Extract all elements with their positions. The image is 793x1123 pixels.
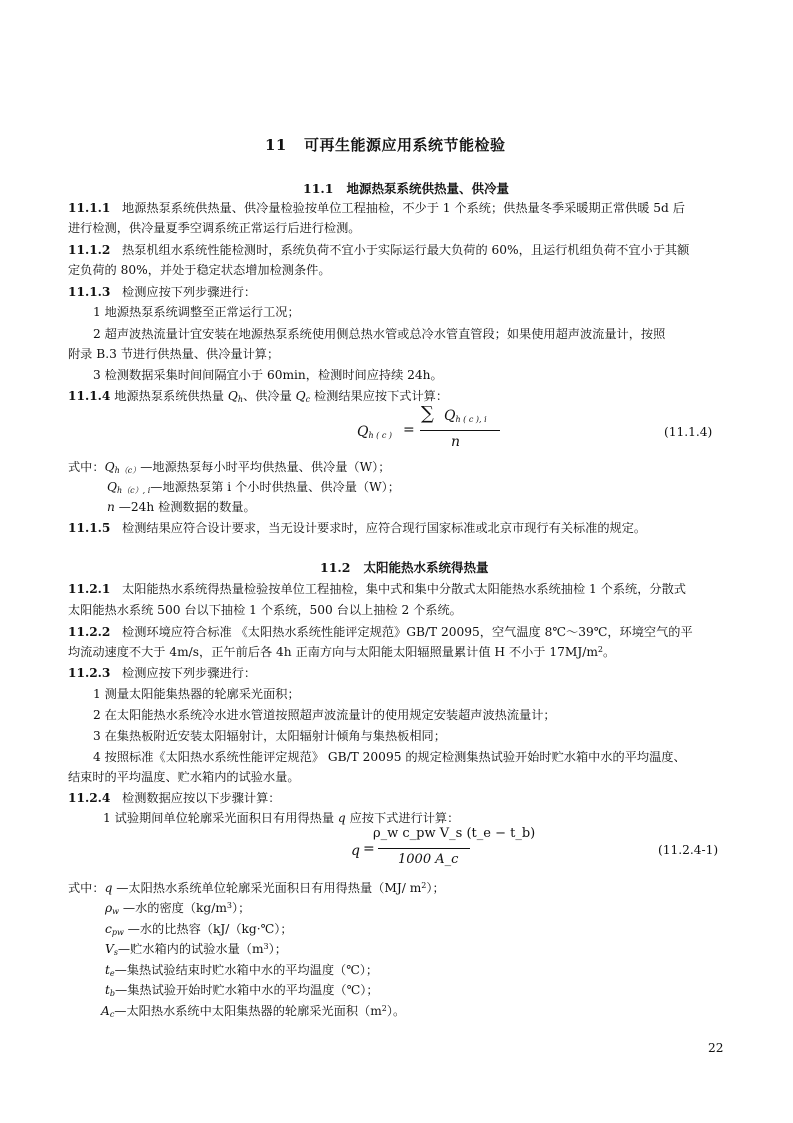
where2-7: $A_c—$太阳热水系统中太阳集热器的轮廓采光面积$(m^2)$。 bbox=[101, 1004, 406, 1019]
clause-11-1-1-cont: 进行检测，供冷量夏季空调系统正常运行后进行检测。 bbox=[68, 221, 361, 235]
formula2-denominator: 1000 A_c bbox=[398, 852, 459, 867]
clause-11-1-2: 11.1.2 热泵机组水系统性能检测时，系统负荷不宜小于实际运行最大负荷的 60%，且运行机组负荷不宜小于其额 bbox=[68, 243, 690, 257]
section-title-11-2: 11.2 太阳能热水系统得热量 bbox=[320, 560, 489, 575]
formula2-equals: = bbox=[363, 841, 375, 857]
clause-11-2-1: 11.2.1 太阳能热水系统得热量检验按单位工程抽检，集中式和集中分散式太阳能热水系统抽检 1 个系统，分散式 bbox=[68, 582, 686, 596]
where2-1: 式中：q —太阳热水系统单位轮廓采光面积日有用得热量（MJ/ $m^2$）； bbox=[68, 881, 445, 895]
where2-6: $t_b—$集热试验开始时贮水箱中水的平均温度（℃）； bbox=[105, 983, 379, 998]
formula-denominator: n bbox=[451, 434, 461, 450]
clause-11-2-2: 11.2.2 检测环境应符合标准 《太阳热水系统性能评定规范》GB/T 20095，空气温度 8℃～39℃，环境空气的平 bbox=[68, 625, 693, 639]
formula2-lhs: q bbox=[351, 843, 360, 859]
section-title-11-1: 11.1 地源热泵系统供热量、供冷量 bbox=[303, 181, 510, 196]
where-2: $Q_{h(c), i}—$地源热泵第 i 个小时供热量、供冷量（W）； bbox=[107, 480, 400, 495]
where-1: 式中：$Q_{h(c)}—$地源热泵每小时平均供热量、供冷量（W）； bbox=[68, 460, 391, 475]
fraction-bar-2 bbox=[378, 848, 470, 849]
where2-4: $V_s—$贮水箱内的试验水量$(m^3)$； bbox=[105, 942, 287, 957]
step-2-1: 1 测量太阳能集热器的轮廓采光面积； bbox=[93, 687, 300, 701]
sum-symbol: ∑ bbox=[421, 403, 434, 424]
where2-3: $c_{pw}$ —水的比热容（kJ/（kg·℃）； bbox=[105, 922, 293, 937]
clause-11-1-1: 11.1.1 地源热泵系统供热量、供冷量检验按单位工程抽检，不少于 1 个系统；供热量冬季采暖期正常供暖 5d 后 bbox=[68, 201, 685, 215]
clause-11-2-2-cont: 均流动速度不大于 4m/s，正午前后各 4h 正南方向与太阳能太阳辐照量累计值 H 不小于 $17MJ/m^2$。 bbox=[68, 645, 616, 659]
formula-lhs: $Q_{h ( c )}$ bbox=[357, 424, 392, 440]
clause-11-1-2-cont: 定负荷的 80%，并处于稳定状态增加检测条件。 bbox=[68, 263, 331, 277]
clause-11-2-3: 11.2.3 检测应按下列步骤进行： bbox=[68, 666, 257, 680]
step-3: 3 检测数据采集时间间隔宜小于 60min，检测时间应持续 24h。 bbox=[93, 368, 443, 382]
clause-11-1-5: 11.1.5 检测结果应符合设计要求，当无设计要求时，应符合现行国家标准或北京市现行有关标准的规定。 bbox=[68, 521, 647, 535]
fraction-bar bbox=[420, 430, 500, 431]
formula-number: (11.1.4) bbox=[664, 425, 713, 439]
formula2-numerator: ρ_w c_pw V_s (t_e − t_b) bbox=[373, 826, 536, 841]
chapter-title: 11 可再生能源应用系统节能检验 bbox=[265, 136, 506, 154]
calc-item-1: 1 试验期间单位轮廓采光面积日有用得热量 q 应按下式进行计算： bbox=[103, 811, 460, 825]
where-3: n —24h 检测数据的数量。 bbox=[107, 500, 256, 514]
clause-11-2-4: 11.2.4 检测数据应按以下步骤计算： bbox=[68, 791, 281, 805]
step-1: 1 地源热泵系统调整至正常运行工况； bbox=[93, 305, 300, 319]
step-2-3: 3 在集热板附近安装太阳辐射计，太阳辐射计倾角与集热板相同； bbox=[93, 729, 446, 743]
step-2-4: 4 按照标准《太阳热水系统性能评定规范》 GB/T 20095 的规定检测集热试验开始时贮水箱中水的平均温度、 bbox=[93, 750, 686, 764]
step-2-2: 2 在太阳能热水系统冷水进水管道按照超声波流量计的使用规定安装超声波热流量计； bbox=[93, 708, 556, 722]
clause-11-1-3: 11.1.3 检测应按下列步骤进行： bbox=[68, 285, 257, 299]
step-2: 2 超声波热流量计宜安装在地源热泵系统使用侧总热水管或总冷水管直管段；如果使用超声波流量计，按照 bbox=[93, 327, 666, 341]
clause-11-2-1-cont: 太阳能热水系统 500 台以下抽检 1 个系统，500 台以上抽检 2 个系统。 bbox=[68, 603, 462, 617]
page-number: 22 bbox=[708, 1041, 724, 1055]
where2-5: $t_e—$集热试验结束时贮水箱中水的平均温度（℃）； bbox=[105, 963, 379, 978]
step-2-4-cont: 结束时的平均温度、贮水箱内的试验水量。 bbox=[68, 770, 300, 784]
step-2-cont: 附录 B.3 节进行供热量、供冷量计算； bbox=[68, 347, 280, 361]
where2-2: $\rho_w$ —水的密度$(kg/m^3)$； bbox=[105, 901, 251, 916]
formula-numerator: $Q_{h ( c ), i}$ bbox=[444, 408, 487, 424]
formula2-number: (11.2.4-1) bbox=[658, 843, 719, 857]
formula-equals: = bbox=[403, 422, 415, 438]
clause-11-1-4: 11.1.4 地源热泵系统供热量 $Q_h$、供冷量 $Q_c$ 检测结果应按下式计算： bbox=[68, 389, 449, 404]
